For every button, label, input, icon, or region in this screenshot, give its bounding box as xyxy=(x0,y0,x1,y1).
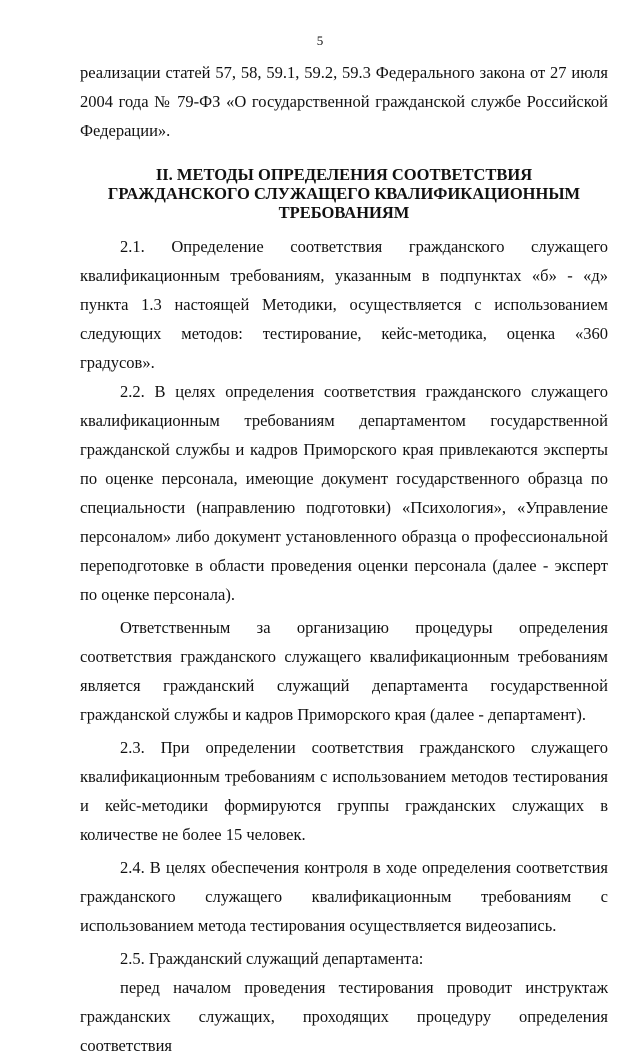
paragraph-2-5: 2.5. Гражданский служащий департамента: xyxy=(120,949,424,968)
paragraph-2-2: 2.2. В целях определения соответствия гражданского служащего квалификационным требованиям департаментом государственной гражданской службы и кадров Приморского края привлекаются эксперты по оценке персонала, имеющие документ государственного образца по специальности (направлению подготовки) «Психология», «Управление персоналом» либо документ установленного образца о профессиональной переподготовке в области проведения оценки персонала (далее - эксперт по оценке персонала). xyxy=(80,382,608,604)
section-heading xyxy=(80,165,608,222)
document-body xyxy=(80,58,608,1060)
paragraph-2-3: 2.3. При определении соответствия гражданского служащего квалификационным требованиям с использованием методов тестирования и кейс-методики формируются группы гражданских служащих в количестве не более 15 человек. xyxy=(80,738,608,844)
page-number: 5 xyxy=(316,33,324,48)
paragraph-responsible: Ответственным за организацию процедуры определения соответствия гражданского служащего квалификационным требованиям является гражданский служащий департамента государственной гражданской службы и кадров Приморского края (далее - департамент). xyxy=(80,618,608,724)
section-heading-line-2: ГРАЖДАНСКОГО СЛУЖАЩЕГО КВАЛИФИКАЦИОННЫМ xyxy=(107,184,581,203)
paragraph-continuation: реализации статей 57, 58, 59.1, 59.2, 59.3 Федерального закона от 27 июля 2004 года № 79-ФЗ «О государственной гражданской службе Российской Федерации». xyxy=(80,63,608,140)
paragraph-2-1: 2.1. Определение соответствия гражданского служащего квалификационным требованиям, указанным в подпунктах «б» - «д» пункта 1.3 настоящей Методики, осуществляется с использованием следующих методов: тестирование, кейс-методика, оценка «360 градусов». xyxy=(80,237,608,372)
paragraph-instruction: перед началом проведения тестирования проводит инструктаж гражданских служащих, проходящих процедуру определения соответствия xyxy=(80,978,608,1055)
section-heading-line-3: ТРЕБОВАНИЯМ xyxy=(278,203,410,222)
section-heading-line-1: II. МЕТОДЫ ОПРЕДЕЛЕНИЯ СООТВЕТСТВИЯ xyxy=(155,165,533,184)
paragraph-2-4: 2.4. В целях обеспечения контроля в ходе определения соответствия гражданского служащего квалификационным требованиям с использованием метода тестирования осуществляется видеозапись. xyxy=(80,858,608,935)
